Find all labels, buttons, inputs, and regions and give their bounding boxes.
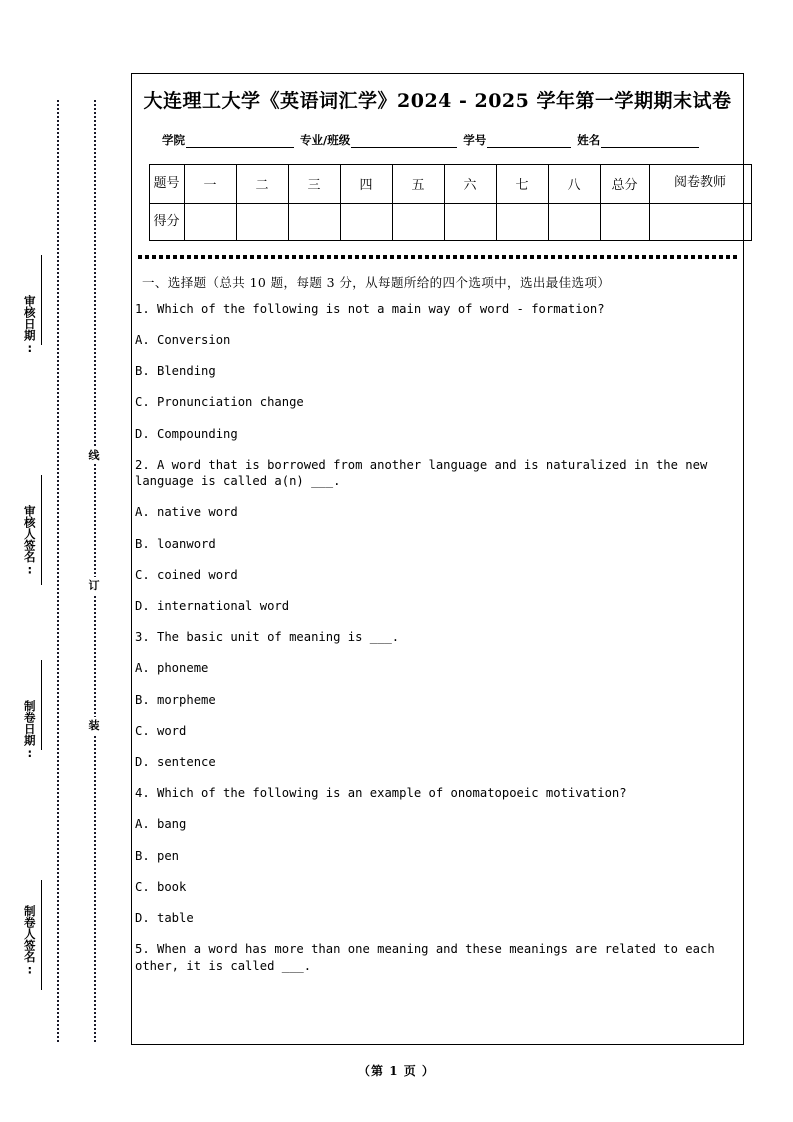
score-col-8: 八 <box>548 164 600 203</box>
score-col-3: 三 <box>288 164 340 203</box>
major-class-label: 专业/班级 <box>300 132 351 147</box>
score-col-4: 四 <box>340 164 392 203</box>
question-2-option-b[interactable]: B. loanword <box>135 536 216 551</box>
question-3-option-b[interactable]: B. morpheme <box>135 692 216 707</box>
question-1-option-a[interactable]: A. Conversion <box>135 332 231 347</box>
score-col-5: 五 <box>392 164 444 203</box>
name-field[interactable] <box>577 132 699 148</box>
question-3-option-a[interactable]: A. phoneme <box>135 661 209 676</box>
paper-made-date-block <box>14 700 44 760</box>
reviewer-signature-block <box>14 505 44 577</box>
section-heading-1: 一、选择题（总共 10 题，每题 3 分，从每题所给的四个选项中，选出最佳选项） <box>142 274 611 290</box>
score-table <box>149 164 752 241</box>
college-field[interactable] <box>162 132 294 148</box>
paper-maker-signature-label: 制卷人签名: <box>22 905 37 977</box>
paper-made-date-label: 制卷日期: <box>22 700 37 760</box>
score-col-grader: 阅卷教师 <box>649 164 751 203</box>
score-cell-3[interactable] <box>288 203 340 240</box>
question-5-text: 5. When a word has more than one meaning and these meanings are related to each other, it is called ___. <box>135 942 723 973</box>
score-cell-2[interactable] <box>236 203 288 240</box>
question-4-text: 4. Which of the following is an example of onomatopoeic motivation? <box>135 786 627 801</box>
major-class-field[interactable] <box>300 132 457 148</box>
score-cell-7[interactable] <box>496 203 548 240</box>
question-4-option-b[interactable]: B. pen <box>135 848 180 863</box>
name-blank[interactable] <box>601 134 699 148</box>
margin-dashed-line-outer <box>57 100 59 1042</box>
questions-body <box>132 301 743 974</box>
question-1-option-d[interactable]: D. Compounding <box>135 426 238 441</box>
question-3-text: 3. The basic unit of meaning is ___. <box>135 630 400 645</box>
paper-maker-signature-block <box>14 905 44 977</box>
score-col-2: 二 <box>236 164 288 203</box>
row-header-question-no: 题号 <box>149 164 184 203</box>
score-col-6: 六 <box>444 164 496 203</box>
page-title: 大连理工大学《英语词汇学》2024 - 2025 学年第一学期期末试卷 <box>143 90 732 112</box>
spine-char-line: 线 <box>84 447 104 464</box>
reviewer-signature-label: 审核人签名: <box>22 505 37 577</box>
question-3-option-d[interactable]: D. sentence <box>135 755 216 770</box>
score-cell-5[interactable] <box>392 203 444 240</box>
student-id-blank[interactable] <box>487 134 571 148</box>
question-4-option-d[interactable]: D. table <box>135 911 194 926</box>
review-date-block <box>14 295 44 355</box>
question-4-option-a[interactable]: A. bang <box>135 817 187 832</box>
dotted-separator <box>138 255 737 259</box>
question-1-text: 1. Which of the following is not a main way of word - formation? <box>135 301 605 316</box>
student-id-label: 学号 <box>463 132 487 147</box>
score-cell-grader[interactable] <box>649 203 751 240</box>
score-cell-4[interactable] <box>340 203 392 240</box>
spine-char-pack: 装 <box>84 717 104 734</box>
question-4-option-c[interactable]: C. book <box>135 879 187 894</box>
table-row-scores <box>149 203 751 240</box>
score-cell-total[interactable] <box>600 203 649 240</box>
margin-dashed-line-inner <box>94 100 96 1042</box>
score-cell-1[interactable] <box>184 203 236 240</box>
score-col-1: 一 <box>184 164 236 203</box>
score-col-total: 总分 <box>600 164 649 203</box>
question-2-text: 2. A word that is borrowed from another language and is naturalized in the new language is called a(n) ___. <box>135 457 715 489</box>
spine-char-bind: 订 <box>84 577 104 594</box>
review-date-label: 审核日期: <box>22 295 37 355</box>
score-col-7: 七 <box>496 164 548 203</box>
name-label: 姓名 <box>577 132 601 147</box>
question-1-option-c[interactable]: C. Pronunciation change <box>135 395 304 410</box>
student-id-field[interactable] <box>463 132 571 148</box>
college-label: 学院 <box>162 132 185 147</box>
question-2-option-c[interactable]: C. coined word <box>135 567 238 582</box>
question-3-option-c[interactable]: C. word <box>135 723 187 738</box>
score-table-wrap <box>149 164 727 241</box>
question-2-option-a[interactable]: A. native word <box>135 505 238 520</box>
major-class-blank[interactable] <box>351 134 457 148</box>
score-cell-8[interactable] <box>548 203 600 240</box>
question-2-option-d[interactable]: D. international word <box>135 598 290 613</box>
table-row-question-numbers <box>149 164 751 203</box>
student-info-line <box>162 132 721 148</box>
page-footer: （第 1 页 ） <box>358 1064 435 1078</box>
score-cell-6[interactable] <box>444 203 496 240</box>
row-header-score: 得分 <box>149 203 184 240</box>
question-1-option-b[interactable]: B. Blending <box>135 364 216 379</box>
college-blank[interactable] <box>186 134 294 148</box>
exam-paper-sheet <box>131 73 744 1045</box>
